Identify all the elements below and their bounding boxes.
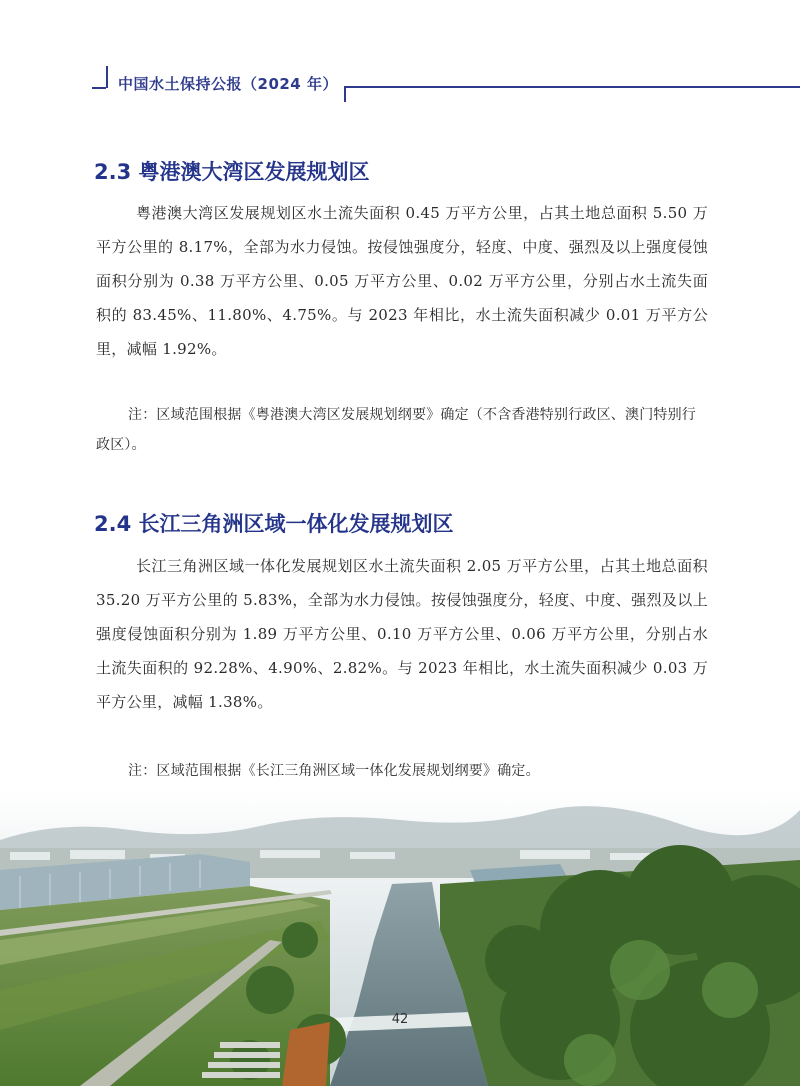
section-heading-2-4: 2.4 长江三角洲区域一体化发展规划区 (94, 512, 454, 536)
header-rule-right-vertical (344, 86, 346, 102)
section-note-2-4: 注：区域范围根据《长江三角洲区域一体化发展规划纲要》确定。 (128, 763, 540, 779)
header-rule-left (92, 87, 106, 89)
section-body-2-3: 粤港澳大湾区发展规划区水土流失面积 0.45 万平方公里，占其土地总面积 5.50 万平方公里的 8.17%，全部为水力侵蚀。按侵蚀强度分，轻度、中度、强烈及以上强度侵蚀面积分别为 0.38 万平方公里、0.05 万平方公里、0.02 万平方公里，分别占水土流失面积的 83.45%、11.80%、4.75%。与 2023 年相比，水土流失面积减少 0.01 万平方公里，减幅 1.92%。 (96, 204, 708, 358)
running-header-title: 中国水土保持公报（2024 年） (118, 75, 338, 93)
section-heading-2-3: 2.3 粤港澳大湾区发展规划区 (94, 160, 370, 184)
section-body-2-4: 长江三角洲区域一体化发展规划区水土流失面积 2.05 万平方公里，占其土地总面积 35.20 万平方公里的 5.83%，全部为水力侵蚀。按侵蚀强度分，轻度、中度、强烈及以上强度侵蚀面积分别为 1.89 万平方公里、0.10 万平方公里、0.06 万平方公里，分别占水土流失面积的 92.28%、4.90%、2.82%。与 2023 年相比，水土流失面积减少 0.03 万平方公里，减幅 1.38%。 (96, 557, 708, 711)
aerial-river-photo (0, 790, 800, 1086)
header-rule-right (344, 86, 800, 88)
header-rule-left-vertical (106, 66, 108, 88)
page-number: 42 (391, 1012, 409, 1027)
landscape-illustration (0, 790, 800, 1086)
section-note-2-3: 注：区域范围根据《粤港澳大湾区发展规划纲要》确定（不含香港特别行政区、澳门特别行政区）。 (96, 407, 696, 453)
